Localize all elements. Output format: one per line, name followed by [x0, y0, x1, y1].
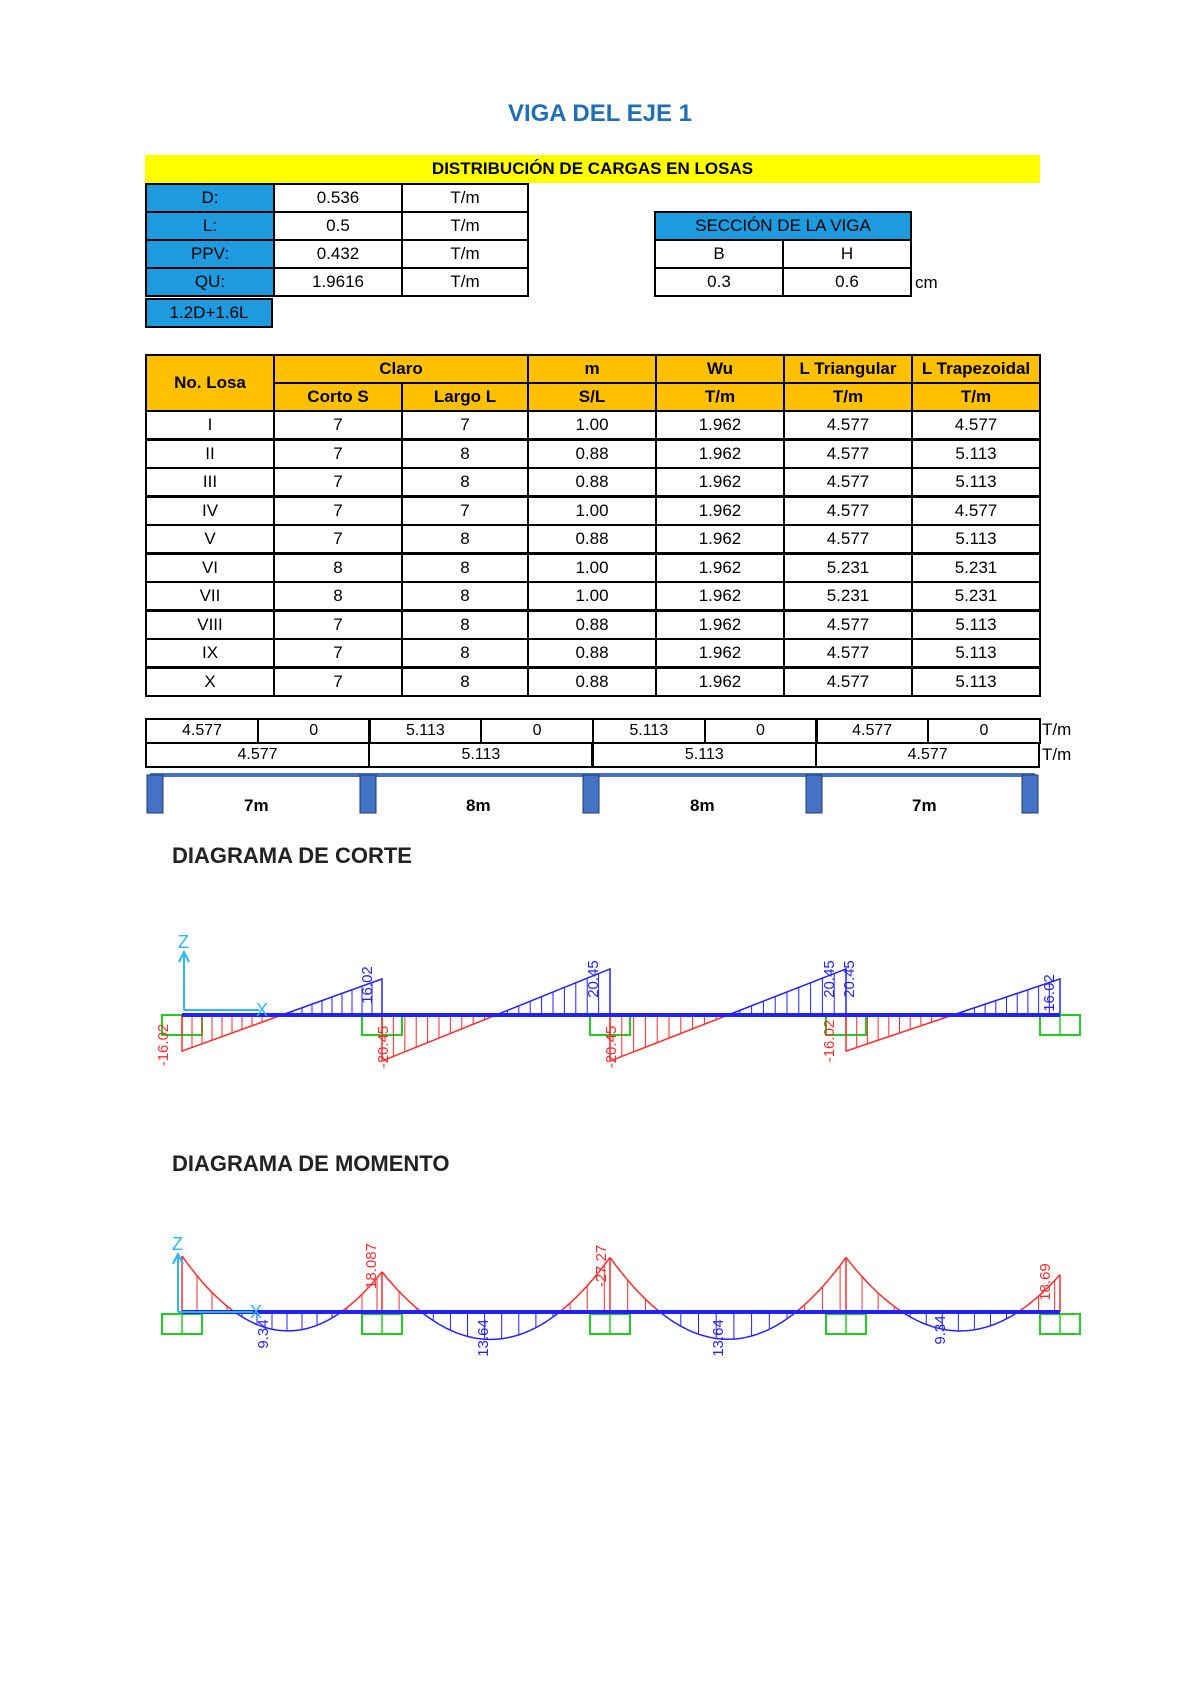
moment-curve	[187, 1263, 192, 1270]
slab-cell: 5.231	[783, 553, 913, 583]
moment-curve	[468, 1336, 474, 1337]
slab-cell: 5.113	[911, 524, 1041, 554]
moment-curve	[450, 1330, 456, 1332]
moment-curve	[916, 1320, 921, 1323]
z-axis-label: Z	[178, 932, 189, 952]
moment-curve	[758, 1332, 764, 1334]
moment-curve	[496, 1339, 502, 1340]
moment-curve	[822, 1280, 828, 1287]
support-column	[1022, 775, 1038, 813]
moment-curve	[242, 1317, 247, 1320]
moment-curve	[921, 1322, 926, 1324]
support-column	[583, 775, 599, 813]
moment-curve	[878, 1293, 883, 1298]
moment-curve	[525, 1330, 531, 1332]
slab-cell: 8	[401, 439, 529, 469]
moment-curve	[307, 1327, 312, 1328]
slab-cell: VI	[145, 553, 275, 583]
span-label: 8m	[466, 796, 491, 815]
moment-curve	[889, 1302, 894, 1306]
moment-curve	[669, 1319, 675, 1323]
header-ltrap-unit: T/m	[911, 382, 1041, 412]
x-axis-label: X	[256, 1000, 269, 1020]
z-axis-label: Z	[172, 1234, 183, 1254]
slab-cell: 7	[273, 439, 403, 469]
moment-curve	[746, 1336, 752, 1337]
header-wu: Wu	[655, 354, 785, 384]
diagram-value-label: 13.64	[475, 1319, 492, 1357]
slab-cell: VII	[145, 581, 275, 611]
diagram-value-label: -27.27	[593, 1244, 610, 1288]
moment-curve	[317, 1323, 322, 1325]
moment-curve	[846, 1257, 851, 1264]
moment-curve	[645, 1299, 651, 1305]
shear-diagram	[0, 900, 1200, 1100]
slab-cell: 1.962	[655, 581, 785, 611]
beam-load-cell: 4.577	[145, 718, 259, 744]
slab-cell: 4.577	[911, 410, 1041, 440]
slab-cell: 5.113	[911, 667, 1041, 697]
moment-curve	[439, 1324, 445, 1327]
moment-curve	[769, 1326, 775, 1329]
slab-cell: III	[145, 467, 275, 497]
span-label: 8m	[690, 796, 715, 815]
beam-sketch	[0, 770, 1200, 830]
moment-curve	[456, 1333, 462, 1335]
beam-load-cell: 0	[704, 718, 818, 744]
slab-cell: 4.577	[783, 638, 913, 668]
beam-load-cell: 0	[257, 718, 371, 744]
slab-cell: 1.00	[527, 496, 657, 526]
moment-curve	[570, 1298, 576, 1303]
beam-row-1-unit: T/m	[1042, 720, 1072, 739]
moment-curve	[222, 1302, 227, 1306]
moment-curve	[445, 1327, 451, 1330]
moment-curve	[536, 1324, 542, 1327]
moment-curve	[634, 1287, 640, 1293]
slab-cell: 8	[401, 553, 529, 583]
moment-curve	[974, 1329, 979, 1330]
section-unit: cm	[915, 273, 938, 292]
slab-cell: 1.00	[527, 410, 657, 440]
moment-curve	[883, 1298, 888, 1302]
moment-curve	[393, 1285, 399, 1291]
slab-cell: 4.577	[783, 610, 913, 640]
slab-cell: 4.577	[783, 439, 913, 469]
moment-curve	[969, 1330, 974, 1331]
load-label: PPV:	[145, 239, 275, 269]
slab-cell: 0.88	[527, 610, 657, 640]
moment-curve	[327, 1318, 332, 1321]
slab-cell: 7	[273, 610, 403, 640]
load-unit: T/m	[401, 239, 529, 269]
header-sl: S/L	[527, 382, 657, 412]
moment-curve	[651, 1305, 657, 1310]
loads-header: DISTRIBUCIÓN DE CARGAS EN LOSAS	[145, 155, 1040, 183]
moment-curve	[675, 1323, 681, 1326]
diagram-value-label: -20.45	[603, 1025, 620, 1069]
slab-cell: 4.577	[911, 496, 1041, 526]
beam-load-cell: 5.113	[592, 742, 817, 768]
moment-curve	[628, 1280, 634, 1287]
slab-cell: 5.231	[911, 581, 1041, 611]
moment-curve	[1028, 1301, 1033, 1305]
slab-cell: 4.577	[783, 467, 913, 497]
moment-title: DIAGRAMA DE MOMENTO	[172, 1151, 450, 1176]
moment-curve	[542, 1321, 548, 1325]
moment-curve	[388, 1279, 394, 1286]
moment-curve	[990, 1324, 995, 1326]
slab-cell: 1.00	[527, 553, 657, 583]
moment-curve	[192, 1269, 197, 1275]
load-value: 0.536	[273, 183, 403, 213]
moment-curve	[297, 1330, 302, 1331]
page-title: VIGA DEL EJE 1	[507, 100, 693, 127]
moment-curve	[428, 1317, 434, 1321]
moment-curve	[752, 1334, 758, 1336]
moment-curve	[681, 1326, 687, 1329]
slab-cell: 4.577	[783, 496, 913, 526]
slab-cell: 5.231	[911, 553, 1041, 583]
slab-cell: VIII	[145, 610, 275, 640]
moment-curve	[405, 1297, 411, 1302]
slab-cell: IX	[145, 638, 275, 668]
moment-curve	[530, 1328, 536, 1331]
moment-curve	[985, 1326, 990, 1328]
slab-cell: 7	[401, 496, 529, 526]
moment-curve	[347, 1304, 352, 1308]
slab-cell: 8	[401, 638, 529, 668]
x-axis-label: X	[250, 1302, 263, 1322]
moment-curve	[1001, 1319, 1006, 1322]
slab-cell: 1.962	[655, 496, 785, 526]
moment-curve	[610, 1257, 616, 1265]
beam-load-cell: 5.113	[368, 718, 482, 744]
beam-load-cell: 4.577	[815, 742, 1040, 768]
moment-curve	[873, 1288, 878, 1293]
slab-cell: 1.962	[655, 610, 785, 640]
diagram-value-label: 16.02	[1041, 974, 1058, 1012]
support-column	[806, 775, 822, 813]
moment-curve	[433, 1321, 439, 1325]
slab-cell: 7	[273, 524, 403, 554]
moment-curve	[905, 1314, 910, 1317]
slab-cell: 0.88	[527, 638, 657, 668]
moment-curve	[775, 1323, 781, 1326]
load-unit: T/m	[401, 267, 529, 297]
header-l-triangular: L Triangular	[783, 354, 913, 384]
slab-cell: 4.577	[783, 524, 913, 554]
slab-cell: 4.577	[783, 667, 913, 697]
moment-curve	[622, 1273, 628, 1280]
section-b-value: 0.3	[654, 267, 784, 297]
moment-curve	[763, 1329, 769, 1332]
moment-curve	[227, 1306, 232, 1310]
slab-cell: 5.113	[911, 638, 1041, 668]
slab-cell: 0.88	[527, 524, 657, 554]
diagram-value-label: 9.34	[255, 1319, 272, 1349]
diagram-value-label: 20.45	[585, 960, 602, 998]
diagram-value-label: -16.02	[155, 1023, 172, 1067]
slab-cell: 1.962	[655, 410, 785, 440]
load-unit: T/m	[401, 211, 529, 241]
moment-curve	[851, 1264, 856, 1270]
slab-cell: 7	[273, 467, 403, 497]
moment-curve	[834, 1265, 840, 1273]
moment-curve	[519, 1333, 525, 1335]
span-label: 7m	[912, 796, 937, 815]
load-label: QU:	[145, 267, 275, 297]
moment-curve	[352, 1299, 357, 1303]
header-wu-unit: T/m	[655, 382, 785, 412]
slab-cell: 8	[401, 467, 529, 497]
beam-load-cell: 0	[480, 718, 594, 744]
slab-cell: 1.962	[655, 439, 785, 469]
slab-cell: X	[145, 667, 275, 697]
moment-curve	[502, 1338, 508, 1339]
diagram-value-label: 16.02	[359, 966, 376, 1004]
moment-curve	[734, 1338, 740, 1339]
moment-curve	[564, 1303, 570, 1308]
moment-curve	[217, 1297, 222, 1302]
moment-curve	[781, 1319, 787, 1323]
beam-load-cell: 4.577	[145, 742, 370, 768]
moment-curve	[840, 1257, 846, 1265]
beam-load-cell: 5.113	[592, 718, 706, 744]
moment-curve	[237, 1314, 242, 1317]
slab-cell: 8	[401, 610, 529, 640]
moment-curve	[576, 1292, 582, 1298]
beam-load-cell: 5.113	[368, 742, 593, 768]
moment-curve	[547, 1317, 553, 1321]
load-unit: T/m	[401, 183, 529, 213]
moment-curve	[663, 1315, 669, 1319]
beam-row-2-unit: T/m	[1042, 745, 1072, 764]
moment-curve	[640, 1293, 646, 1299]
moment-curve	[805, 1299, 811, 1305]
slab-cell: 5.113	[911, 610, 1041, 640]
slab-cell: I	[145, 410, 275, 440]
span-label: 7m	[244, 796, 269, 815]
slab-cell: V	[145, 524, 275, 554]
beam-load-cell: 0	[927, 718, 1041, 744]
moment-curve	[857, 1271, 862, 1277]
moment-curve	[926, 1324, 931, 1326]
moment-curve	[212, 1292, 217, 1297]
diagram-value-label: -20.45	[375, 1025, 392, 1069]
header-l-trapezoidal: L Trapezoidal	[911, 354, 1041, 384]
section-col-h: H	[782, 239, 912, 269]
moment-curve	[312, 1325, 317, 1327]
moment-curve	[894, 1306, 899, 1310]
slab-cell: 8	[401, 524, 529, 554]
moment-curve	[382, 1272, 388, 1279]
moment-curve	[811, 1293, 817, 1299]
moment-curve	[687, 1329, 693, 1332]
moment-curve	[462, 1335, 468, 1337]
moment-curve	[513, 1335, 519, 1337]
moment-curve	[197, 1276, 202, 1282]
moment-curve	[277, 1330, 282, 1331]
moment-curve	[1023, 1305, 1028, 1309]
header-claro: Claro	[273, 354, 529, 384]
slab-cell: IV	[145, 496, 275, 526]
diagram-value-label: 20.45	[821, 960, 838, 998]
slab-cell: 8	[273, 553, 403, 583]
slab-cell: 0.88	[527, 467, 657, 497]
moment-curve	[799, 1305, 805, 1310]
slab-cell: 1.962	[655, 553, 785, 583]
header-no-losa: No. Losa	[145, 354, 275, 412]
slab-cell: 7	[273, 638, 403, 668]
header-largo: Largo L	[401, 382, 529, 412]
slab-cell: 1.962	[655, 638, 785, 668]
diagram-value-label: 9.34	[932, 1315, 949, 1345]
support-column	[360, 775, 376, 813]
slab-cell: 1.962	[655, 524, 785, 554]
diagram-value-label: 13.64	[710, 1319, 727, 1357]
header-m: m	[527, 354, 657, 384]
slab-cell: 8	[401, 581, 529, 611]
moment-curve	[787, 1315, 793, 1319]
section-header: SECCIÓN DE LA VIGA	[654, 211, 912, 241]
beam-load-cell: 4.577	[815, 718, 929, 744]
moment-diagram	[0, 1210, 1200, 1370]
header-ltri-unit: T/m	[783, 382, 913, 412]
slab-cell: 7	[401, 410, 529, 440]
load-value: 0.432	[273, 239, 403, 269]
moment-curve	[207, 1287, 212, 1292]
load-label: L:	[145, 211, 275, 241]
moment-curve	[910, 1317, 915, 1320]
header-corto: Corto S	[273, 382, 403, 412]
moment-curve	[302, 1328, 307, 1329]
slab-cell: 8	[273, 581, 403, 611]
slab-cell: 5.231	[783, 581, 913, 611]
moment-curve	[202, 1282, 207, 1288]
moment-curve	[867, 1282, 872, 1287]
load-value: 0.5	[273, 211, 403, 241]
slab-cell: 5.113	[911, 439, 1041, 469]
slab-cell: 7	[273, 667, 403, 697]
moment-curve	[828, 1273, 834, 1280]
moment-curve	[616, 1265, 622, 1273]
moment-curve	[1055, 1275, 1060, 1281]
slab-cell: 5.113	[911, 467, 1041, 497]
moment-curve	[399, 1291, 405, 1297]
slab-cell: 8	[401, 667, 529, 697]
moment-curve	[332, 1315, 337, 1318]
slab-cell: 0.88	[527, 667, 657, 697]
slab-cell: 1.962	[655, 667, 785, 697]
load-combination: 1.2D+1.6L	[145, 298, 273, 328]
moment-curve	[740, 1337, 746, 1338]
moment-curve	[817, 1287, 823, 1293]
load-label: D:	[145, 183, 275, 213]
moment-curve	[507, 1337, 513, 1338]
section-h-value: 0.6	[782, 267, 912, 297]
moment-curve	[699, 1334, 705, 1336]
slab-cell: 0.88	[527, 439, 657, 469]
moment-curve	[357, 1294, 362, 1299]
moment-curve	[411, 1303, 417, 1308]
diagram-value-label: -16.02	[821, 1019, 838, 1063]
moment-curve	[322, 1321, 327, 1323]
moment-curve	[582, 1286, 588, 1292]
slab-cell: 7	[273, 496, 403, 526]
slab-cell: II	[145, 439, 275, 469]
moment-curve	[1007, 1316, 1012, 1319]
moment-curve	[272, 1329, 277, 1330]
moment-curve	[980, 1327, 985, 1328]
diagram-value-label: 20.45	[841, 960, 858, 998]
moment-curve	[996, 1321, 1001, 1323]
support-column	[147, 775, 163, 813]
slab-cell: 7	[273, 410, 403, 440]
slab-cell: 4.577	[783, 410, 913, 440]
slab-cell: 1.00	[527, 581, 657, 611]
load-value: 1.9616	[273, 267, 403, 297]
slab-cell: 1.962	[655, 467, 785, 497]
shear-title: DIAGRAMA DE CORTE	[172, 843, 412, 868]
moment-curve	[693, 1332, 699, 1334]
diagram-value-label: 18.087	[363, 1243, 380, 1289]
diagram-value-label: 18.69	[1037, 1263, 1054, 1301]
moment-curve	[862, 1277, 867, 1283]
section-col-b: B	[654, 239, 784, 269]
